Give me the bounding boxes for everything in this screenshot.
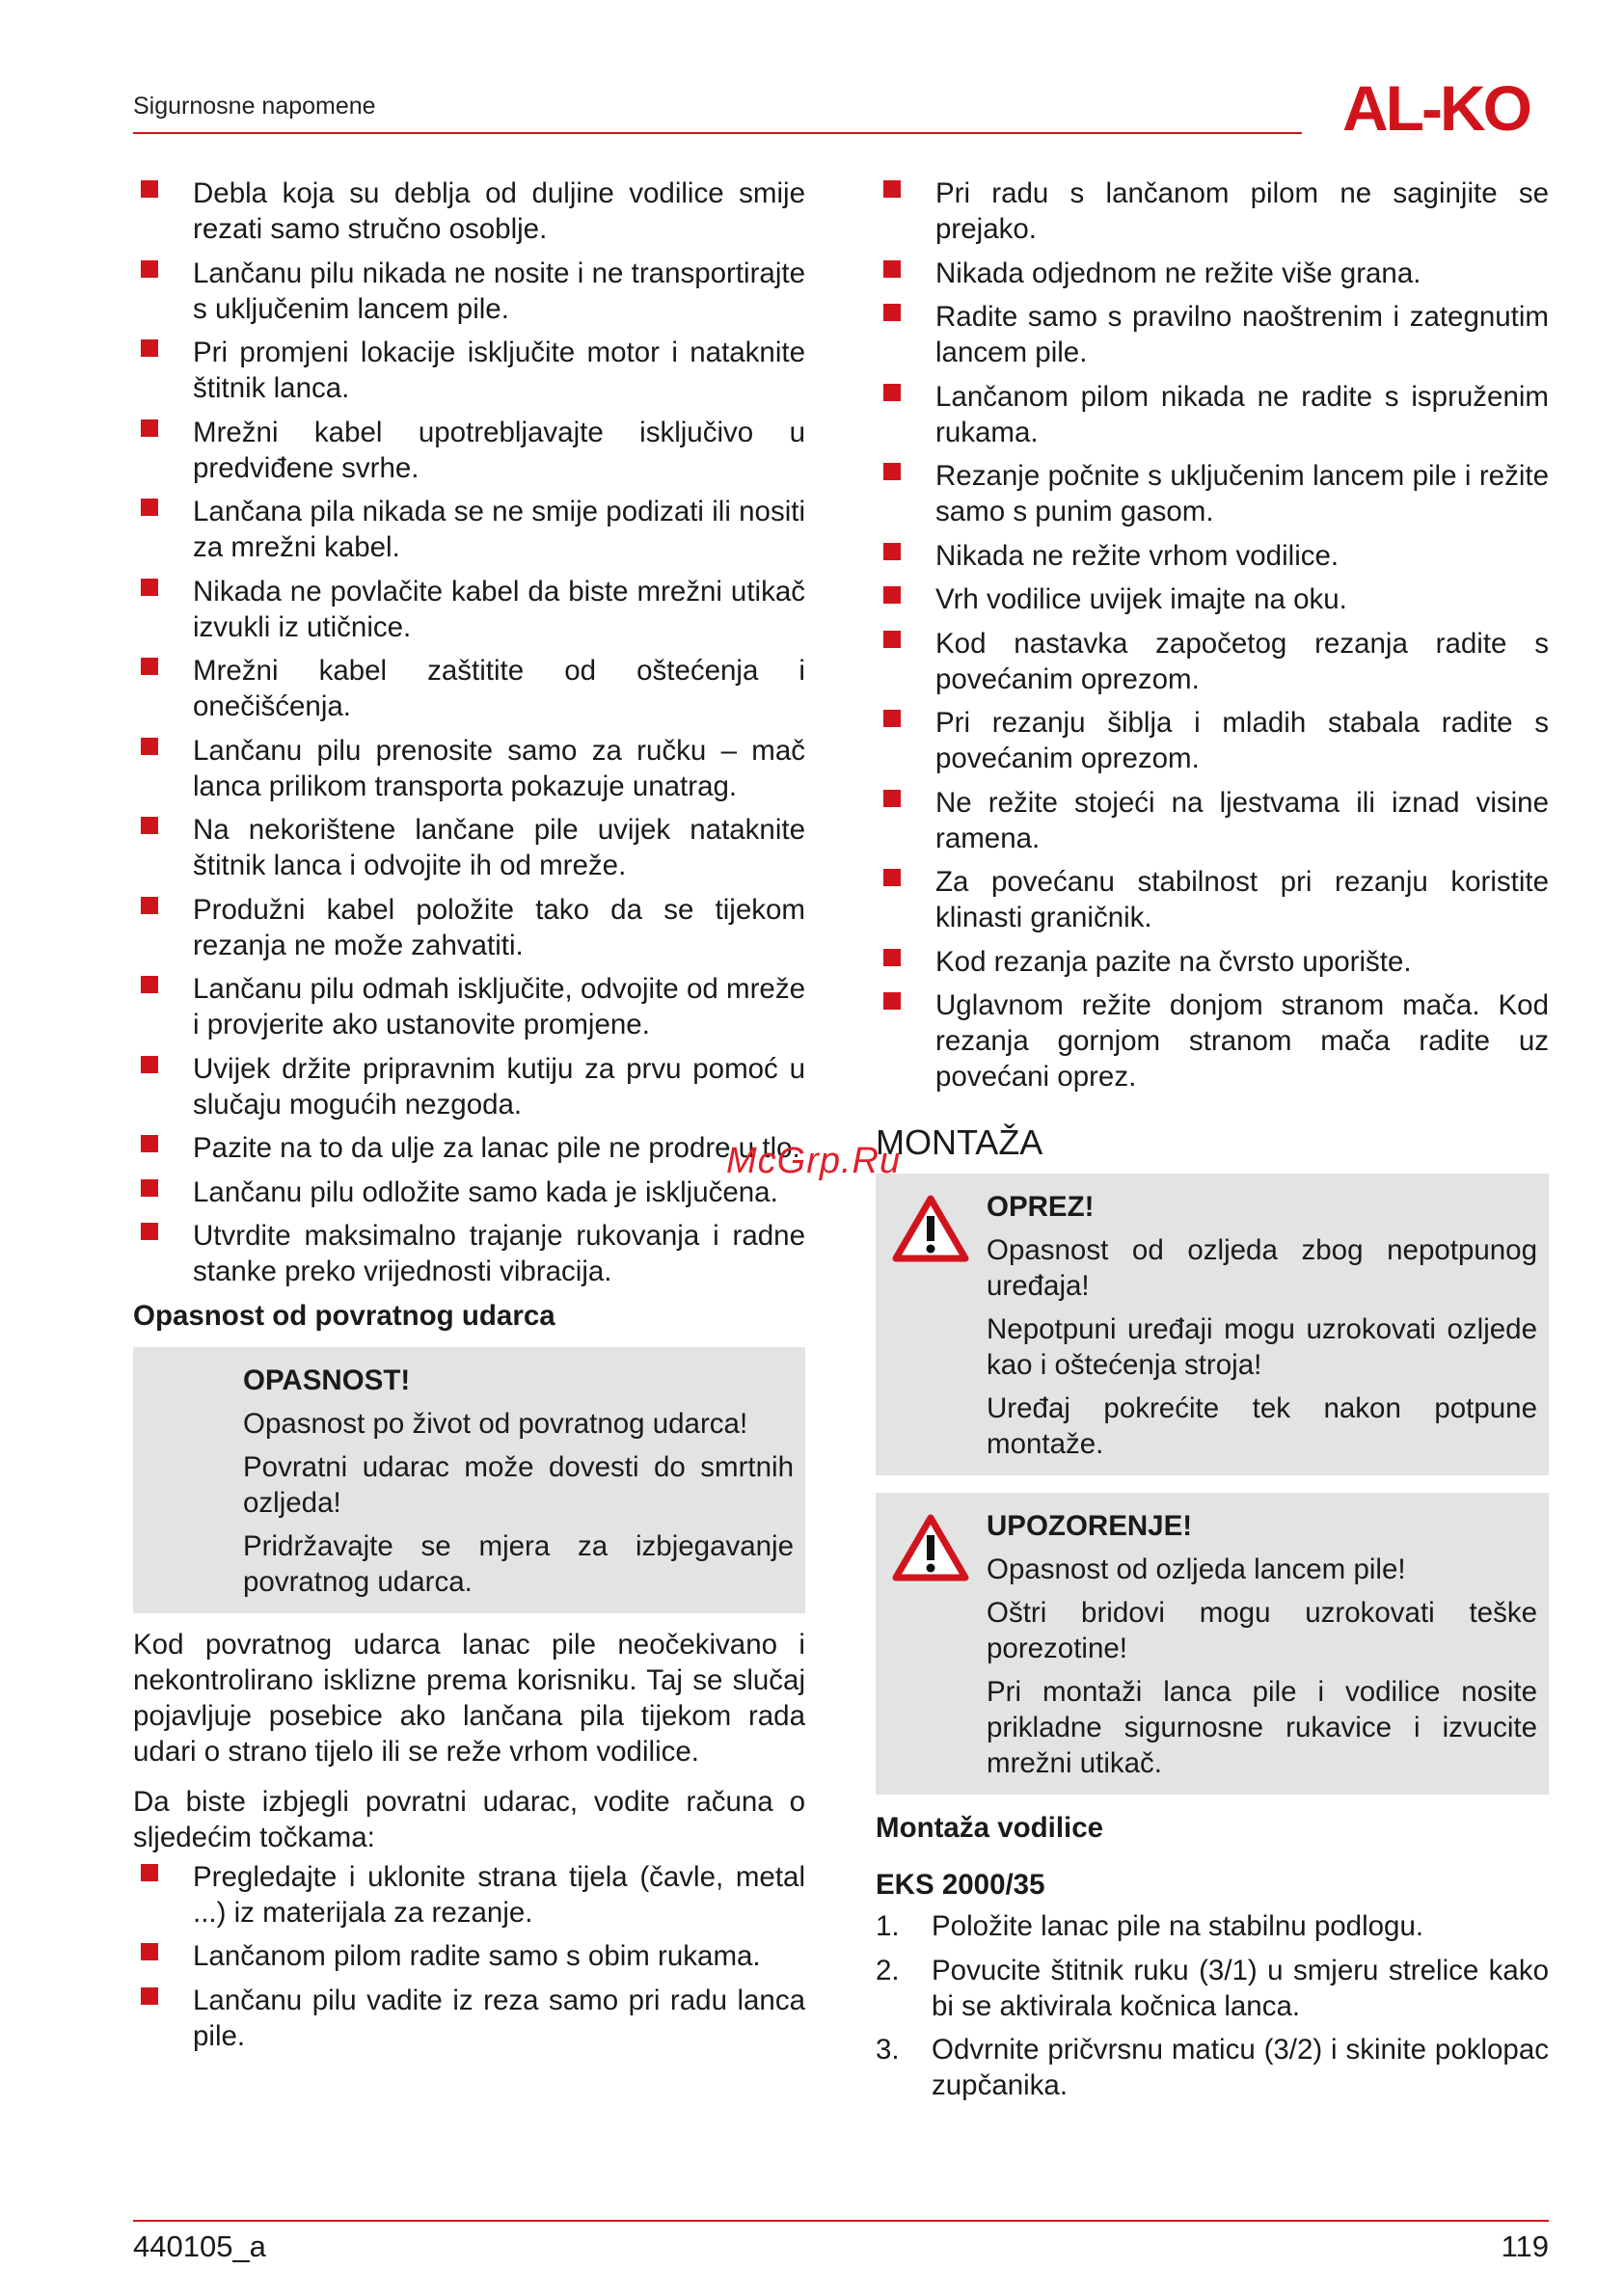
list-item: Produžni kabel položite tako da se tijekom rezanja ne može zahvatiti.: [133, 892, 805, 963]
kickback-intro: Da biste izbjegli povratni udarac, vodite računa o sljedećim točkama:: [133, 1785, 805, 1853]
list-item: Lančanu pilu odmah isključite, odvojite od mreže i provjerite ako ustanovite promjene.: [133, 971, 805, 1042]
step-item: 3. Odvrnite pričvrsnu maticu (3/2) i skinite poklopac zupčanika.: [876, 2034, 1549, 2101]
warning-line: Pri montaži lanca pile i vodilice nosite prikladne sigurnosne rukavice i izvucite mrežni utikač.: [987, 1676, 1537, 1779]
list-item: Ne režite stojeći na ljestvama ili iznad visine ramena.: [876, 785, 1549, 856]
list-item: Lančana pila nikada se ne smije podizati ili nositi za mrežni kabel.: [133, 494, 805, 565]
list-item: Lančanom pilom radite samo s obim rukama.: [133, 1938, 805, 1974]
danger-line: Opasnost po život od povratnog udarca!: [243, 1407, 748, 1440]
list-item: Pri rezanju šiblja i mladih stabala radite s povećanim oprezom.: [876, 705, 1549, 776]
safety-list-right: [876, 176, 1549, 1094]
list-item: Nikada ne režite vrhom vodilice.: [876, 538, 1549, 574]
warning-box: [876, 1493, 1549, 1795]
list-item: Lančanu pilu nikada ne nosite i ne transportirajte s uključenim lancem pile.: [133, 256, 805, 327]
list-item: Za povećanu stabilnost pri rezanju koristite klinasti graničnik.: [876, 864, 1549, 935]
running-header: Sigurnosne napomene: [133, 93, 376, 120]
danger-box: [133, 1347, 805, 1613]
caution-box: [876, 1174, 1549, 1475]
list-item: Vrh vodilice uvijek imajte na oku.: [876, 581, 1549, 617]
list-item: Kod rezanja pazite na čvrsto uporište.: [876, 944, 1549, 980]
section-title: MONTAŽA: [876, 1122, 1043, 1162]
list-item: Lančanu pilu vadite iz reza samo pri radu lanca pile.: [133, 1983, 805, 2054]
list-item: Pazite na to da ulje za lanac pile ne prodre u tlo.: [133, 1130, 805, 1166]
list-item: Mrežni kabel zaštitite od oštećenja i onečišćenja.: [133, 653, 805, 724]
list-item: Rezanje počnite s uključenim lancem pile i režite samo s punim gasom.: [876, 458, 1549, 529]
caution-line: Opasnost od ozljeda zbog nepotpunog uređaja!: [987, 1234, 1537, 1302]
list-item: Pri radu s lančanom pilom ne saginjite se prejako.: [876, 176, 1549, 247]
caution-line: Uređaj pokrećite tek nakon potpune montaže.: [987, 1392, 1537, 1460]
safety-list-left: [133, 176, 805, 1289]
mount-heading: Montaža vodilice: [876, 1812, 1104, 1844]
warning-triangle-icon: [891, 1193, 970, 1264]
list-item: Mrežni kabel upotrebljavajte isključivo u predviđene svrhe.: [133, 415, 805, 486]
step-item: 1. Položite lanac pile na stabilnu podlogu.: [876, 1910, 1424, 1942]
mount-steps: [876, 1908, 1549, 2103]
alko-logo: [1323, 77, 1549, 141]
list-item: Lančanu pilu prenosite samo za ručku – mač lanca prilikom transporta pokazuje unatrag.: [133, 733, 805, 804]
right-column: [876, 176, 1549, 2112]
danger-title: OPASNOST!: [243, 1364, 411, 1396]
caution-title: OPREZ!: [987, 1191, 1095, 1223]
kickback-paragraph: Kod povratnog udarca lanac pile neočekivano i nekontrolirano isklizne prema korisniku. Taj se slučaj pojavljuje posebice ako lančana pila tijekom rada udari o strano tijelo ili se reže vrhom vodilice.: [133, 1628, 805, 1768]
list-item: Uvijek držite pripravnim kutiju za prvu pomoć u slučaju mogućih nezgoda.: [133, 1051, 805, 1122]
watermark: McGrp.Ru: [726, 1141, 902, 1181]
list-item: Radite samo s pravilno naoštrenim i zategnutim lancem pile.: [876, 299, 1549, 370]
list-item: Nikada ne povlačite kabel da biste mrežni utikač izvukli iz utičnice.: [133, 574, 805, 645]
step-item: 2. Povucite štitnik ruku (3/1) u smjeru strelice kako bi se aktivirala kočnica lanca.: [876, 1954, 1549, 2022]
kickback-list: [133, 1859, 805, 2054]
list-item: Pri promjeni lokacije isključite motor i nataknite štitnik lanca.: [133, 335, 805, 406]
list-item: Uglavnom režite donjom stranom mača. Kod rezanja gornjom stranom mača radite uz povećani oprez.: [876, 987, 1549, 1094]
left-column: [133, 176, 805, 2062]
list-item: Lančanom pilom nikada ne radite s ispruženim rukama.: [876, 379, 1549, 450]
warning-title: UPOZORENJE!: [987, 1510, 1193, 1542]
svg-text:AL-KO: AL-KO: [1342, 77, 1529, 141]
warning-line: Oštri bridovi mogu uzrokovati teške porezotine!: [987, 1597, 1537, 1664]
list-item: Na nekorištene lančane pile uvijek nataknite štitnik lanca i odvojite ih od mreže.: [133, 812, 805, 883]
caution-line: Nepotpuni uređaji mogu uzrokovati ozljede kao i oštećenja stroja!: [987, 1313, 1537, 1381]
document-id: 440105_a: [133, 2229, 266, 2263]
footer-rule: [133, 2220, 1549, 2222]
warning-line: Opasnost od ozljeda lancem pile!: [987, 1553, 1406, 1585]
list-item: Nikada odjednom ne režite više grana.: [876, 256, 1549, 291]
page-number: 119: [1501, 2229, 1549, 2263]
kickback-heading: Opasnost od povratnog udarca: [133, 1299, 555, 1332]
header-rule: [133, 132, 1302, 134]
list-item: Kod nastavka započetog rezanja radite s povećanim oprezom.: [876, 626, 1549, 697]
danger-line: Povratni udarac može dovesti do smrtnih ozljeda!: [243, 1450, 794, 1519]
model-heading: EKS 2000/35: [876, 1869, 1045, 1901]
list-item: Utvrdite maksimalno trajanje rukovanja i radne stanke preko vrijednosti vibracija.: [133, 1218, 805, 1289]
warning-triangle-icon: [891, 1512, 970, 1583]
list-item: Lančanu pilu odložite samo kada je isključena.: [133, 1175, 805, 1210]
list-item: Debla koja su deblja od duljine vodilice smije rezati samo stručno osoblje.: [133, 176, 805, 247]
list-item: Pregledajte i uklonite strana tijela (čavle, metal ...) iz materijala za rezanje.: [133, 1859, 805, 1931]
danger-line: Pridržavajte se mjera za izbjegavanje povratnog udarca.: [243, 1529, 794, 1598]
